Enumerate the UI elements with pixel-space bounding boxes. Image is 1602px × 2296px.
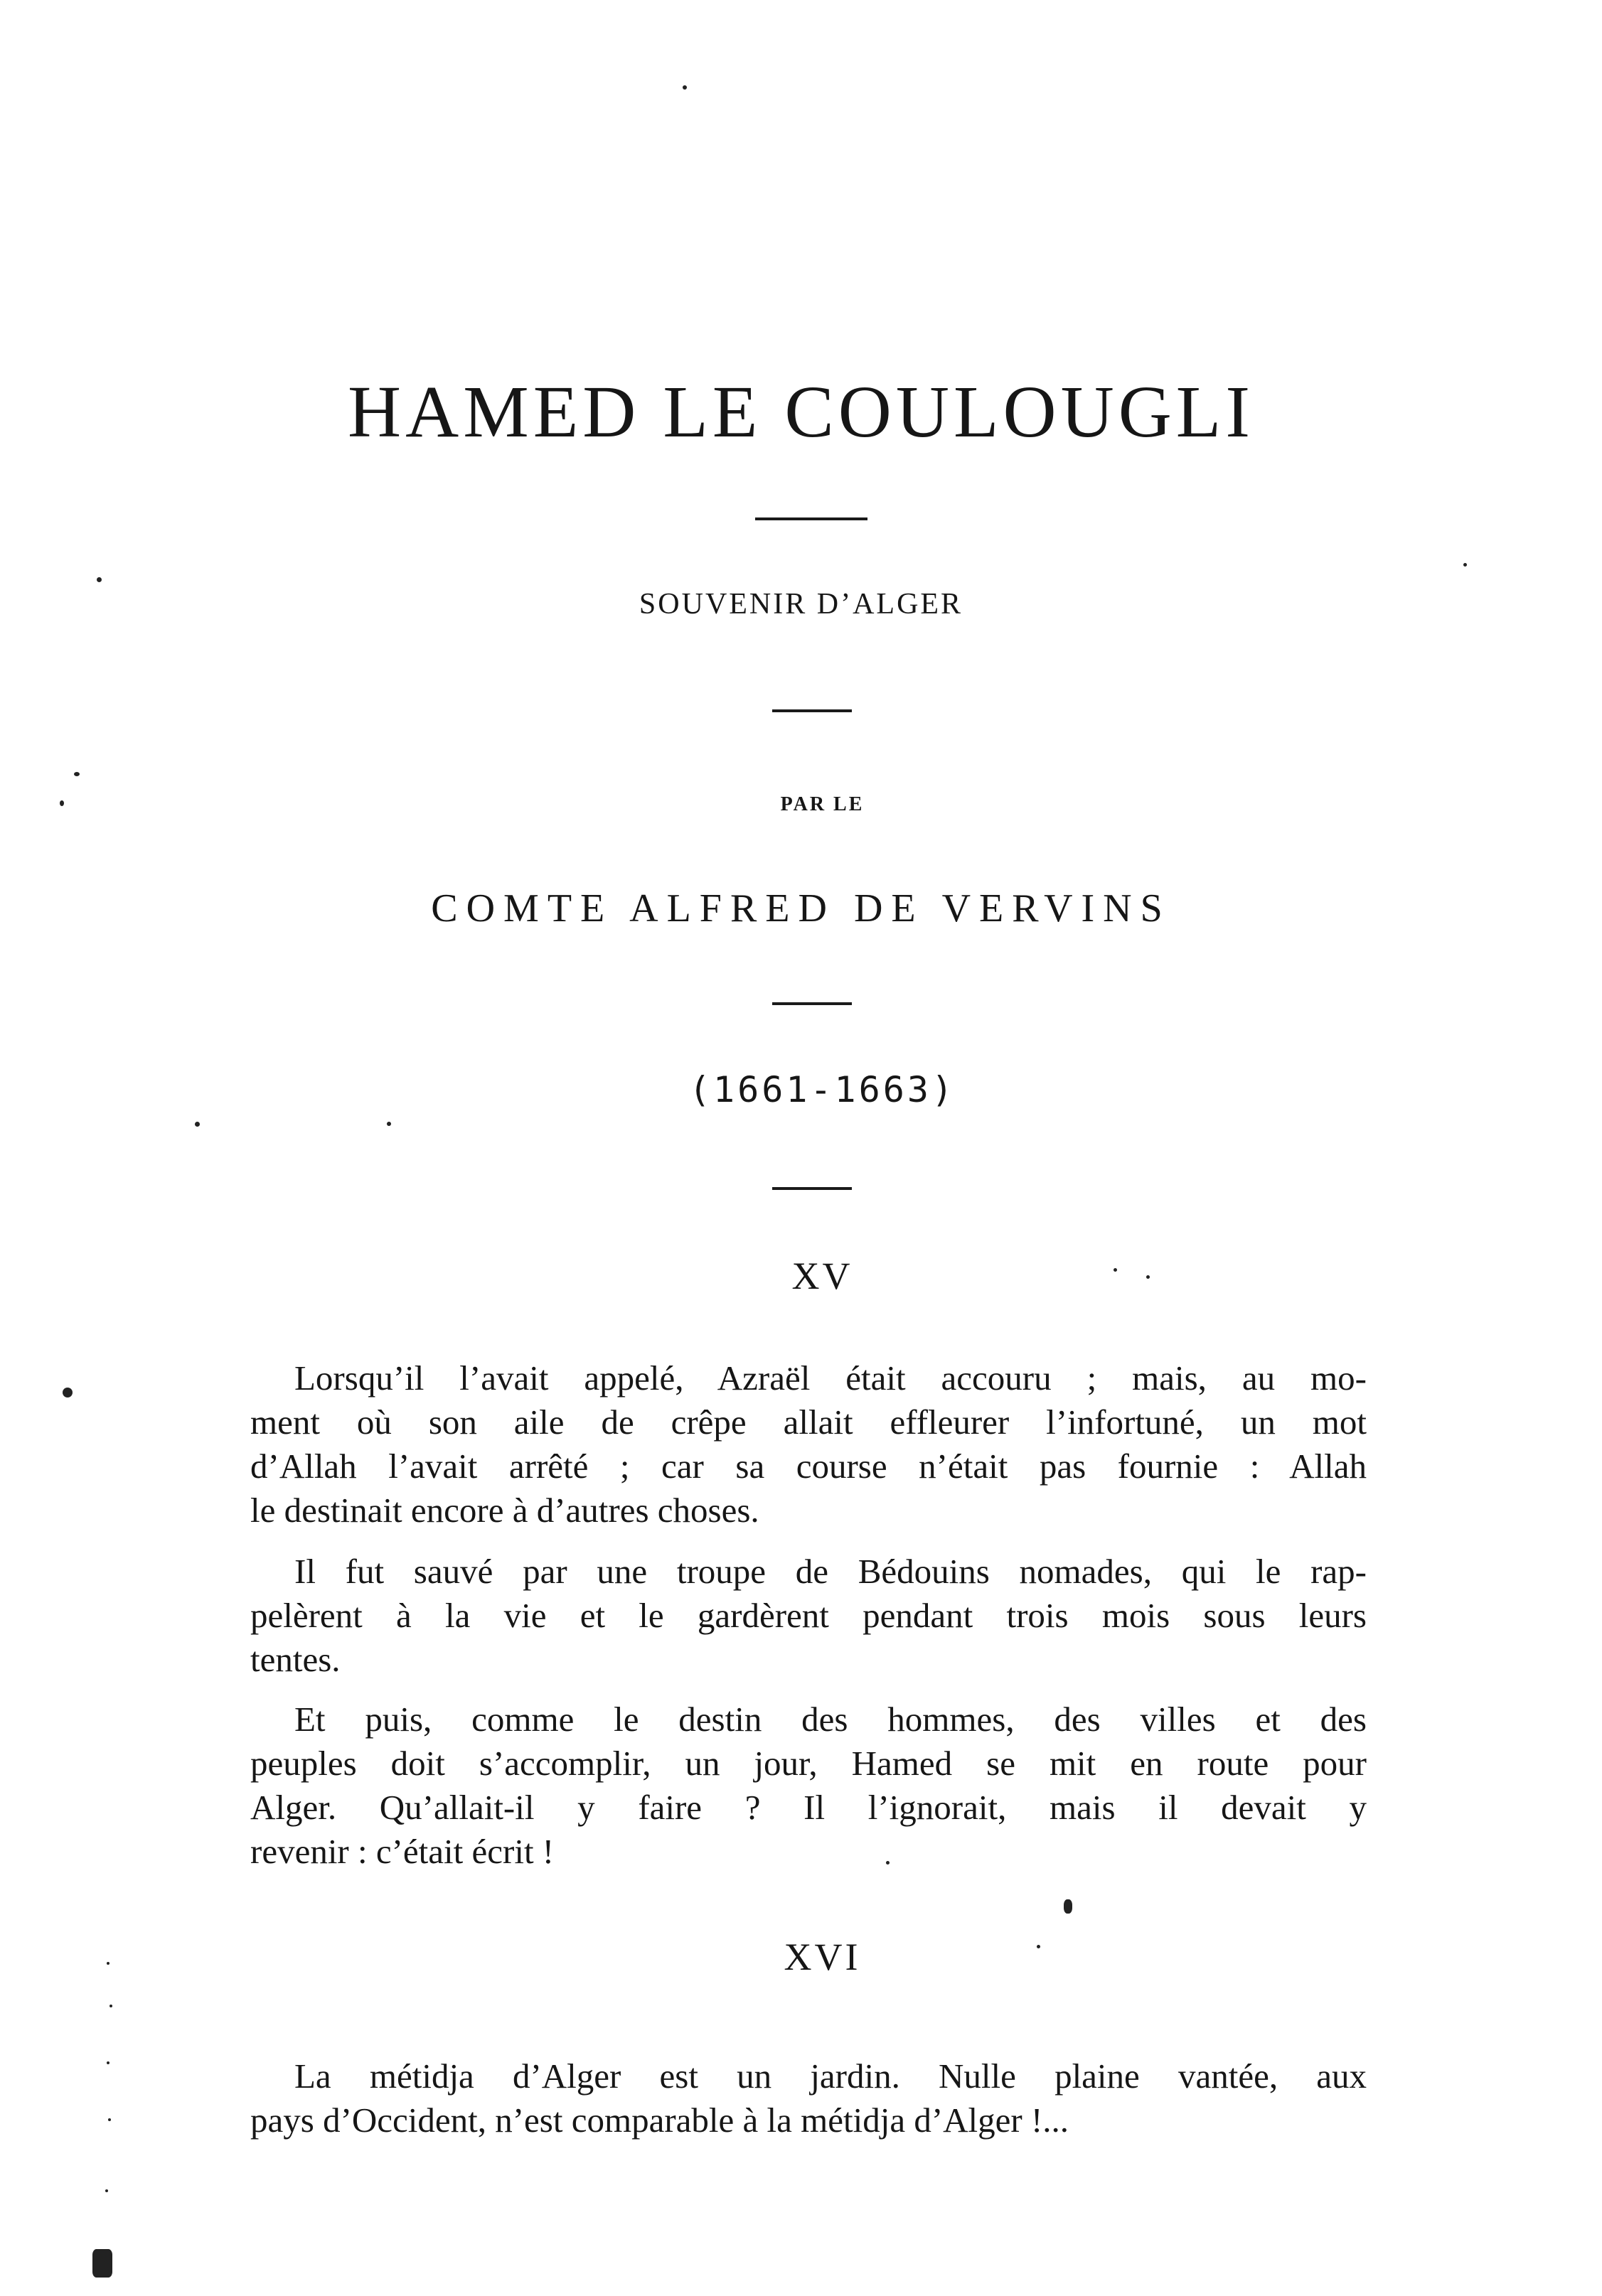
text-line: peuples doit s’accomplir, un jour, Hamed se mit en route pour	[250, 1744, 1367, 1783]
subtitle: SOUVENIR D’ALGER	[639, 588, 963, 621]
text-line: tentes.	[250, 1640, 341, 1679]
scan-speck	[1146, 1275, 1150, 1279]
date-range: (1661-1663)	[688, 1069, 956, 1110]
text-line: pays d’Occident, n’est comparable à la métidja d’Alger !...	[250, 2101, 1069, 2140]
text-line: Il fut sauvé par une troupe de Bédouins nomades, qui le rap-	[294, 1552, 1367, 1591]
text-line: revenir : c’était écrit !	[250, 1832, 555, 1871]
text-line: Lorsqu’il l’avait appelé, Azraël était accouru ; mais, au mo-	[294, 1358, 1367, 1398]
scan-speck	[97, 577, 102, 582]
byline-prefix: PAR LE	[780, 793, 865, 815]
scan-speck	[74, 772, 80, 776]
page-title: HAMED LE COULOUGLI	[348, 371, 1254, 453]
chapter-heading-xv: XV	[791, 1255, 853, 1297]
scan-speck	[195, 1122, 200, 1127]
scan-speck	[107, 1962, 110, 1965]
scan-speck	[387, 1122, 391, 1126]
paragraph	[250, 1697, 1367, 1874]
chapter-heading-xvi: XVI	[784, 1936, 861, 1978]
paragraph	[250, 1550, 1367, 1682]
scan-speck	[683, 85, 687, 90]
author-name: COMTE ALFRED DE VERVINS	[431, 886, 1171, 930]
scan-speck	[105, 2189, 108, 2192]
scan-speck	[110, 2005, 112, 2007]
scan-speck	[1064, 1899, 1072, 1914]
title-rule	[755, 517, 867, 520]
scan-speck	[92, 2249, 112, 2278]
paragraph	[250, 2054, 1367, 2142]
text-line: Alger. Qu’allait-il y faire ? Il l’ignorait, mais il devait y	[250, 1788, 1367, 1827]
text-line: La métidja d’Alger est un jardin. Nulle plaine vantée, aux	[294, 2056, 1367, 2096]
author-rule	[772, 1002, 852, 1005]
scan-speck	[107, 2061, 110, 2064]
dates-rule	[772, 1187, 852, 1190]
scan-speck	[60, 800, 64, 806]
paragraph	[250, 1356, 1367, 1533]
scan-speck	[1037, 1945, 1040, 1948]
scan-speck	[886, 1861, 890, 1865]
scan-speck	[63, 1388, 73, 1398]
text-line: le destinait encore à d’autres choses.	[250, 1491, 759, 1530]
text-line: d’Allah l’avait arrêté ; car sa course n’était pas fournie : Allah	[250, 1447, 1367, 1486]
scan-speck	[108, 2118, 111, 2121]
subtitle-rule	[772, 709, 852, 712]
text-line: Et puis, comme le destin des hommes, des villes et des	[294, 1700, 1367, 1739]
text-line: ment où son aile de crêpe allait effleurer l’infortuné, un mot	[250, 1402, 1367, 1442]
scan-speck	[1114, 1268, 1117, 1272]
scan-speck	[1463, 563, 1467, 567]
text-line: pelèrent à la vie et le gardèrent pendant trois mois sous leurs	[250, 1596, 1367, 1635]
